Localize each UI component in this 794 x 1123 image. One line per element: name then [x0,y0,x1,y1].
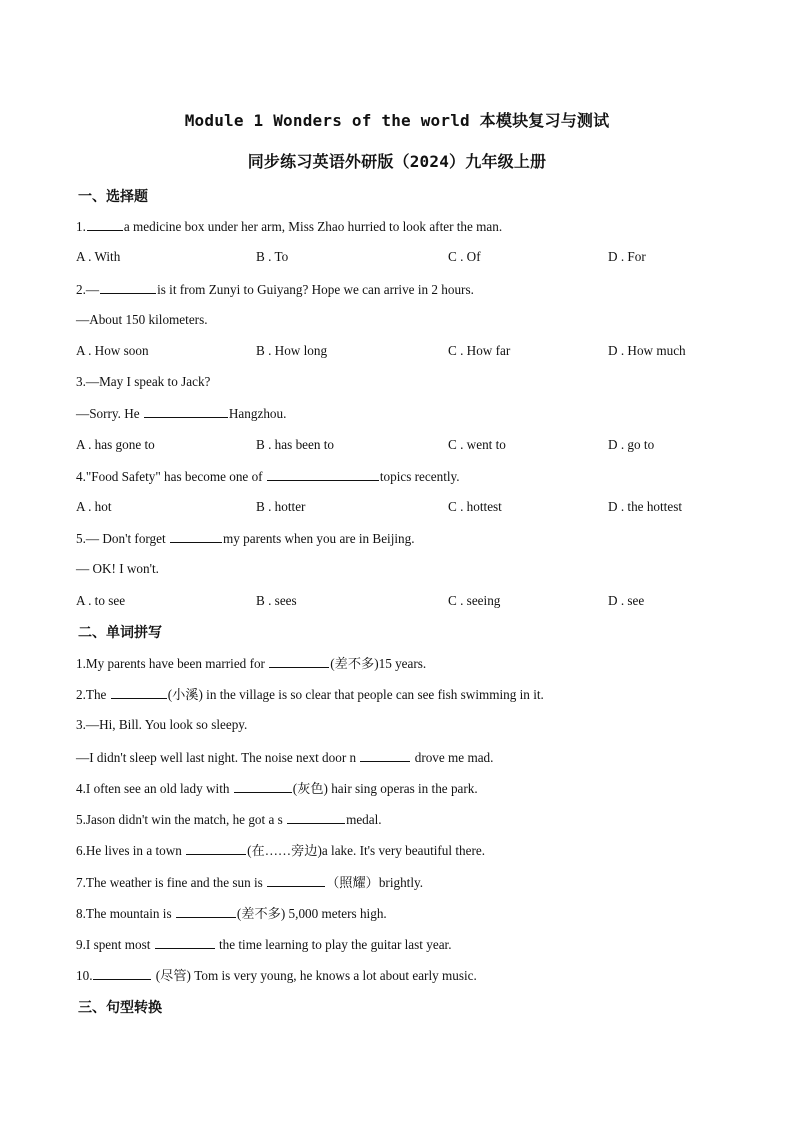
answer-blank[interactable] [87,218,123,231]
option-d[interactable]: D . the hottest [608,499,682,514]
answer-blank[interactable] [144,405,228,418]
option-c[interactable]: C . seeing [448,593,501,608]
item-text: （照耀）brightly. [326,875,424,890]
item-text: 10. [76,968,93,983]
answer-blank[interactable] [170,530,222,543]
option-a[interactable]: A . hot [76,499,112,514]
answer-blank[interactable] [93,967,151,980]
question-1 [76,218,502,235]
item-text: 6.He lives in a town [76,843,186,858]
option-b[interactable]: B . sees [256,593,297,608]
item-text: drove me mad. [411,750,494,765]
section-heading-sentence-transform: 三、句型转换 [78,1000,162,1016]
spelling-item-3-reply [76,749,493,766]
option-d[interactable]: D . How much [608,343,686,358]
answer-blank[interactable] [269,655,329,668]
item-text: (小溪) in the village is so clear that people can see fish swimming in it. [167,687,544,702]
question-4 [76,468,460,485]
option-b[interactable]: B . How long [256,343,328,358]
item-text: (差不多)15 years. [330,656,427,671]
spelling-item-10 [76,967,477,984]
spelling-item-6 [76,842,485,859]
section-heading-spelling: 二、单词拼写 [78,625,162,641]
question-number: 1. [76,219,86,234]
option-c[interactable]: C . Of [448,249,481,264]
item-text: 7.The weather is fine and the sun is [76,875,267,890]
spelling-item-9 [76,936,452,953]
option-a[interactable]: A . With [76,249,121,264]
option-b[interactable]: B . hotter [256,499,306,514]
option-c[interactable]: C . hottest [448,499,502,514]
option-c[interactable]: C . How far [448,343,511,358]
item-text: 8.The mountain is [76,906,175,921]
options-3 [0,437,794,453]
options-5 [0,593,794,609]
answer-blank[interactable] [360,749,410,762]
answer-blank[interactable] [155,936,215,949]
question-text: is it from Zunyi to Guiyang? Hope we can arrive in 2 hours. [157,282,474,297]
item-text: (灰色) hair sing operas in the park. [292,781,478,796]
answer-blank[interactable] [267,468,379,481]
question-text: a medicine box under her arm, Miss Zhao hurried to look after the man. [123,219,503,234]
spelling-item-3: 3.—Hi, Bill. You look so sleepy. [76,717,248,732]
answer-blank[interactable] [100,281,156,294]
option-b[interactable]: B . To [256,249,289,264]
section-heading-multiple-choice: 一、选择题 [78,189,148,205]
item-text: 1.My parents have been married for [76,656,269,671]
item-text: 2.The [76,687,110,702]
question-text: 4."Food Safety" has become one of [76,469,266,484]
item-text: the time learning to play the guitar last year. [215,937,452,952]
option-d[interactable]: D . For [608,249,646,264]
answer-blank[interactable] [111,686,167,699]
option-d[interactable]: D . see [608,593,645,608]
option-a[interactable]: A . to see [76,593,126,608]
item-text: (尽管) Tom is very young, he knows a lot about early music. [152,968,477,983]
spelling-item-1 [76,655,426,672]
option-d[interactable]: D . go to [608,437,655,452]
question-5-reply: — OK! I won't. [76,561,159,576]
options-4 [0,499,794,515]
item-text: (在……旁边)a lake. It's very beautiful there. [247,843,485,858]
options-2 [0,343,794,359]
spelling-item-2 [76,686,544,703]
answer-blank[interactable] [267,874,325,887]
page-title: Module 1 Wonders of the world 本模块复习与测试 [184,111,610,130]
spelling-item-5 [76,811,382,828]
spelling-item-8 [76,905,387,922]
question-5 [76,530,415,547]
answer-blank[interactable] [234,780,292,793]
answer-blank[interactable] [287,811,345,824]
question-3: 3.—May I speak to Jack? [76,374,211,389]
options-1 [0,249,794,265]
question-3-reply [76,405,286,422]
question-text: Hangzhou. [228,406,287,421]
question-2 [76,281,474,298]
spelling-item-7 [76,874,423,891]
answer-blank[interactable] [186,842,246,855]
question-text: 5.— Don't forget [76,531,169,546]
question-text: —Sorry. He [76,406,143,421]
answer-blank[interactable] [176,905,236,918]
item-text: 5.Jason didn't win the match, he got a s [76,812,287,827]
item-text: 4.I often see an old lady with [76,781,233,796]
question-2-reply: —About 150 kilometers. [76,312,208,327]
page-subtitle: 同步练习英语外研版（2024）九年级上册 [247,152,547,171]
option-c[interactable]: C . went to [448,437,506,452]
question-text: topics recently. [379,469,460,484]
question-text: my parents when you are in Beijing. [222,531,415,546]
question-number: 2.— [76,282,100,297]
option-b[interactable]: B . has been to [256,437,335,452]
option-a[interactable]: A . How soon [76,343,149,358]
item-text: medal. [346,812,382,827]
item-text: 9.I spent most [76,937,154,952]
option-a[interactable]: A . has gone to [76,437,155,452]
item-text: —I didn't sleep well last night. The noise next door n [76,750,360,765]
spelling-item-4 [76,780,478,797]
item-text: (差不多) 5,000 meters high. [236,906,387,921]
